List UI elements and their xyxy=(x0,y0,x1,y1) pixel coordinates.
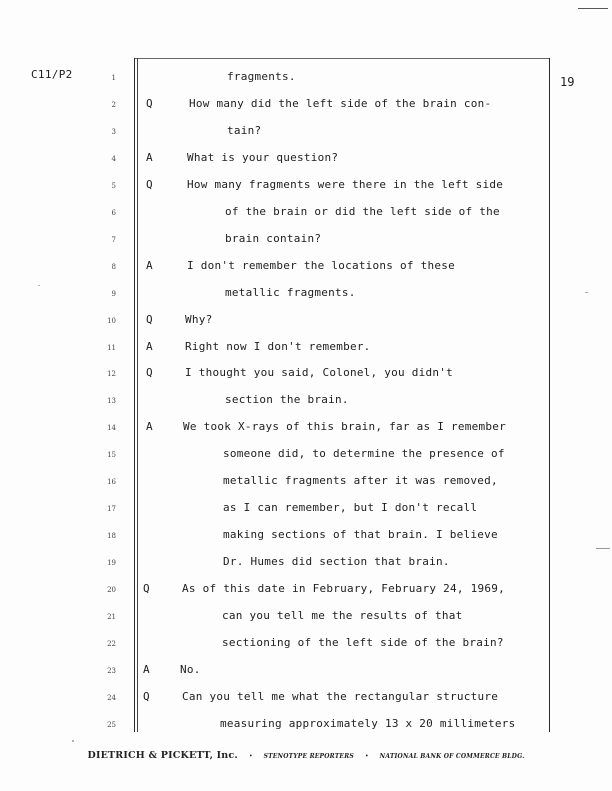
line-text: Can you tell me what the rectangular structure xyxy=(182,689,499,703)
scan-speck xyxy=(72,740,74,742)
transcript-line xyxy=(0,340,612,356)
transcript-line xyxy=(0,178,612,194)
line-text: section the brain. xyxy=(225,393,349,407)
speaker-label: Q xyxy=(146,177,153,191)
transcript-line xyxy=(0,70,612,86)
line-number: 22 xyxy=(107,639,116,648)
line-text: How many fragments were there in the left side xyxy=(187,177,504,191)
page-number: 19 xyxy=(560,75,575,89)
line-number: 24 xyxy=(107,693,116,702)
line-text: as I can remember, but I don't recall xyxy=(223,501,478,515)
line-text: sectioning of the left side of the brain? xyxy=(222,635,504,649)
transcript-line xyxy=(0,151,612,167)
line-text: metallic fragments after it was removed, xyxy=(223,474,498,488)
line-number: 6 xyxy=(111,208,116,217)
speaker-label: A xyxy=(146,258,153,272)
line-text: can you tell me the results of that xyxy=(222,609,463,622)
line-text: fragments. xyxy=(227,70,296,83)
speaker-label: Q xyxy=(146,312,153,326)
transcript-line xyxy=(0,663,612,679)
line-text: measuring approximately 13 x 20 millimeters xyxy=(220,716,516,730)
scan-mark xyxy=(578,8,608,9)
transcript-line xyxy=(0,259,612,275)
transcript-line xyxy=(0,232,612,248)
speaker-label: Q xyxy=(146,97,153,110)
footer-service: STENOTYPE REPORTERS xyxy=(263,753,354,760)
line-number: 18 xyxy=(107,532,116,541)
line-number: 23 xyxy=(107,666,116,675)
reporter-footer xyxy=(0,743,612,762)
transcript-line xyxy=(0,366,612,382)
line-number: 16 xyxy=(107,478,116,487)
line-text: How many did the left side of the brain con- xyxy=(189,97,492,110)
line-text: someone did, to determine the presence of xyxy=(223,447,505,461)
line-number: 4 xyxy=(111,154,116,163)
speaker-label: A xyxy=(143,662,150,676)
line-number: 8 xyxy=(111,262,116,271)
line-number: 17 xyxy=(107,505,116,514)
line-number: 21 xyxy=(107,613,116,621)
footer-separator: • xyxy=(365,753,369,760)
line-text: Right now I don't remember. xyxy=(185,339,371,353)
scan-mark xyxy=(596,548,610,549)
line-text: Dr. Humes did section that brain. xyxy=(223,555,450,569)
line-number: 13 xyxy=(107,397,116,406)
speaker-label: Q xyxy=(146,366,153,380)
line-number: 20 xyxy=(107,586,116,594)
transcript-line xyxy=(0,474,612,490)
line-number: 9 xyxy=(111,289,116,298)
line-text: metallic fragments. xyxy=(225,285,356,299)
speaker-label: Q xyxy=(143,582,150,595)
line-number: 25 xyxy=(107,720,116,729)
transcript-line xyxy=(0,205,612,221)
line-number: 7 xyxy=(111,235,116,244)
top-rule xyxy=(134,58,549,59)
transcript-line xyxy=(0,97,612,113)
transcript-line xyxy=(0,717,612,733)
speaker-label: A xyxy=(146,339,153,353)
scan-speck xyxy=(585,292,588,293)
line-text: What is your question? xyxy=(187,150,339,164)
transcript-line xyxy=(0,609,612,625)
line-number: 12 xyxy=(107,370,116,379)
transcript-line xyxy=(0,636,612,652)
transcript-line xyxy=(0,690,612,706)
footer-separator: • xyxy=(248,753,253,760)
line-number: 1 xyxy=(111,74,116,82)
line-number: 14 xyxy=(107,424,116,433)
line-text: brain contain? xyxy=(225,231,322,245)
line-number: 10 xyxy=(107,316,116,325)
transcript-line xyxy=(0,124,612,140)
line-number: 3 xyxy=(111,127,116,136)
line-number: 5 xyxy=(111,181,116,190)
speaker-label: A xyxy=(146,150,153,164)
speaker-label: A xyxy=(146,420,153,434)
transcript-line xyxy=(0,420,612,436)
line-text: No. xyxy=(180,662,201,676)
line-text: I thought you said, Colonel, you didn't xyxy=(185,366,454,380)
line-number: 15 xyxy=(107,451,116,460)
line-number: 2 xyxy=(111,101,116,109)
transcript-line xyxy=(0,501,612,517)
line-text: As of this date in February, February 24, 1969, xyxy=(182,582,506,595)
line-text: Why? xyxy=(185,312,213,326)
header-code: C11/P2 xyxy=(31,68,73,81)
transcript-line xyxy=(0,582,612,598)
line-text: tain? xyxy=(227,123,262,137)
transcript-line xyxy=(0,313,612,329)
footer-address: NATIONAL BANK OF COMMERCE BLDG. xyxy=(379,753,525,760)
line-number: 11 xyxy=(107,343,116,352)
transcript-line xyxy=(0,528,612,544)
scan-speck xyxy=(38,285,40,286)
transcript-line xyxy=(0,447,612,463)
line-text: of the brain or did the left side of the xyxy=(225,204,500,218)
line-number: 19 xyxy=(107,559,116,568)
footer-firm: DIETRICH & PICKETT, Inc. xyxy=(87,750,238,761)
line-text: I don't remember the locations of these xyxy=(187,258,456,272)
line-text: making sections of that brain. I believe xyxy=(223,528,498,542)
speaker-label: Q xyxy=(143,689,150,703)
transcript-line xyxy=(0,286,612,302)
transcript-line xyxy=(0,555,612,571)
line-text: We took X-rays of this brain, far as I remember xyxy=(183,420,507,434)
transcript-line xyxy=(0,393,612,409)
